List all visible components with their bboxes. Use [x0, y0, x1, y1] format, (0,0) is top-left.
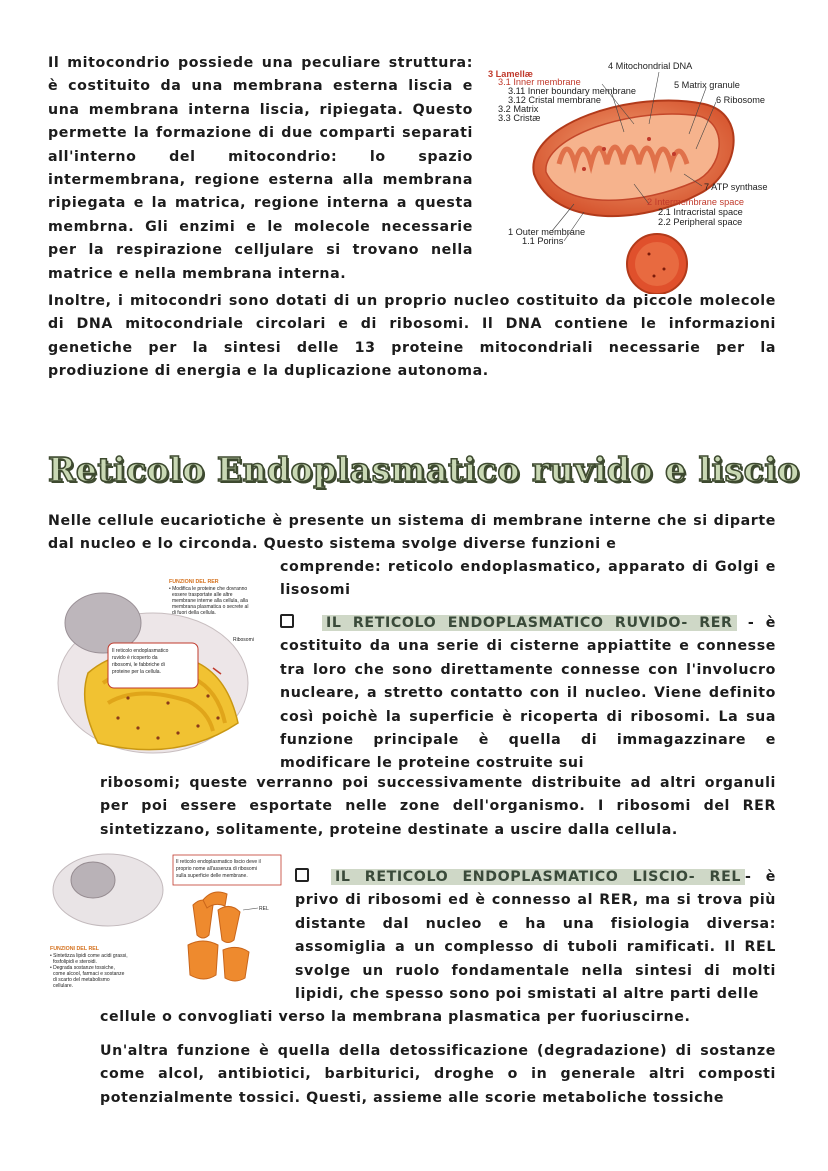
- rer-box-line-4: proteine per la cellula.: [112, 669, 161, 675]
- label-matrix-granule: 5 Matrix granule: [674, 80, 740, 90]
- rer-functions-line-2: essere trasportate alle altre: [172, 592, 233, 598]
- mito-paragraph-2: Inoltre, i mitocondri sono dotati di un proprio nucleo costituito da piccole molecole di DNA mitocondriale circolari e di ribosomi. Il DNA contiene le informazioni genetiche per la sintesi delle 13 proteine mitocondriali necessarie per la prodiuzione di energia e la duplicazione autonoma.: [48, 293, 776, 380]
- rel-paragraph: [295, 866, 776, 1006]
- rel-text-b: cellule o convogliati verso la membrana plasmatica per fuoriuscirne.: [100, 1009, 691, 1025]
- rel-box-line-2: proprio nome all'assenza di ribosomi: [176, 866, 257, 872]
- rel-heading: IL RETICOLO ENDOPLASMATICO LISCIO- REL: [331, 869, 745, 885]
- rel-functions-line-2: fosfolipidi e steroidi.: [53, 959, 97, 965]
- label-intracristal-space: 2.1 Intracristal space: [658, 207, 743, 217]
- mito-paragraph-1: Il mitocondrio possiede una peculiare struttura: è costituito da una membrana esterna liscia e una membrana interna liscia, ripiegata. Questo permette la formazione di due comparti separati all'interno del mitocondrio: lo spazio intermembrana, regione esterna alla membrana ripiegata e la matrica, regione interna a questa membrna. Gli enzimi e le molecole necessarie per la respirazione celljulare si trovano nella matrice e nella membrana interna.: [48, 55, 473, 282]
- rer-text-b: ribosomi; queste verranno poi successivamente distribuite ad altri organuli per poi essere esportate nelle zone dell'organismo. I ribosomi del RER sintetizzano, solitamente, proteine destinate a uscire dalla cellula.: [100, 775, 776, 838]
- label-lamellae: 3 Lamellæ: [488, 69, 533, 79]
- rer-box-line-3: ribosomi, le fabbriche di: [112, 662, 165, 668]
- rer-functions-line-5: di fuori della cellula.: [172, 610, 216, 616]
- rer-functions-line-1: • Modifica le proteine che dovranno: [169, 586, 248, 592]
- rer-box-line-2: ruvido è ricoperto da: [112, 655, 158, 661]
- rer-figure: [48, 578, 278, 763]
- rel-functions-line-1: • Sintetizza lipidi come acidi grassi,: [50, 953, 128, 959]
- detox-paragraph: Un'altra funzione è quella della detossificazione (degradazione) di sostanze come alcol, antibiotici, barbiturici, droghe o in generale altri composti potenzialmente tossici. Questi, assieme alle scorie metaboliche tossiche: [100, 1043, 776, 1106]
- rer-box-line-1: Il reticolo endoplasmatico: [112, 648, 169, 654]
- rer-ribosomi-label: Ribosomi: [233, 637, 254, 643]
- label-cristae: 3.3 Cristæ: [498, 113, 541, 123]
- label-matrix: 3.2 Matrix: [498, 104, 539, 114]
- rel-text-a: - è privo di ribosomi ed è connesso al RER, ma si trova più distante dal nucleo e ha una fisiologia diversa: assomiglia a un complesso di tuboli ramificati. Il REL svolge un ruolo fondamentale nella sintesi di molti lipidi, che spesso sono poi smistati al altre parti delle: [295, 869, 776, 1003]
- rel-box-line-1: Il reticolo endoplasmatico liscio deve il: [176, 859, 261, 865]
- label-inner-membrane: 3.1 Inner membrane: [498, 77, 581, 87]
- rel-figure: [48, 850, 293, 1005]
- rer-paragraph: [280, 612, 776, 776]
- label-ribosome: 6 Ribosome: [716, 95, 766, 105]
- rer-heading: IL RETICOLO ENDOPLASMATICO RUVIDO- RER: [322, 615, 737, 631]
- label-porins: 1.1 Porins: [522, 236, 564, 246]
- rel-functions-line-3: • Degrada sostanze tossiche,: [50, 965, 115, 971]
- rer-functions-heading: FUNZIONI DEL RER: [169, 579, 219, 585]
- rel-functions-line-6: cellulare.: [53, 983, 74, 989]
- checkbox-icon: [295, 868, 309, 882]
- mitochondrion-diagram: [484, 54, 784, 294]
- er-intro-a: Nelle cellule eucariotiche è presente un sistema di membrane interne che si diparte dal nucleo e lo circonda. Questo sistema svolge diverse funzioni e: [48, 513, 776, 553]
- rel-box-line-3: sulla superficie delle membrane.: [176, 873, 248, 879]
- label-cristal-membrane: 3.12 Cristal membrane: [508, 95, 601, 105]
- rel-label: REL: [259, 906, 269, 912]
- label-atp-synthase: 7 ATP synthase: [704, 182, 768, 192]
- label-mitochondrial-dna: 4 Mitochondrial DNA: [608, 61, 693, 71]
- checkbox-icon: [280, 614, 294, 628]
- rel-functions-heading: FUNZIONI DEL REL: [50, 946, 100, 952]
- er-intro-b: comprende: reticolo endoplasmatico, apparato di Golgi e lisosomi: [280, 559, 776, 599]
- label-intermembrane-space: 2 Intermembrane space: [647, 197, 745, 207]
- section-title: Reticolo Endoplasmatico ruvido e liscio: [48, 450, 800, 489]
- label-peripheral-space: 2.2 Peripheral space: [658, 217, 743, 227]
- rer-functions-line-3: membrane interne alla cellula, alla: [172, 598, 248, 604]
- rer-text-a: - è costituito da una serie di cisterne appiattite e connesse tra loro che sono direttamente connesse con l'involucro nucleare, a stretto contatto con il nucleo. Viene definito così poichè la superficie è ricoperta di ribosomi. La sua funzione principale è quella di immagazzinare e modificare le proteine costruite sui: [280, 615, 776, 772]
- rel-functions-line-4: come alcool, farmaci e sostanze: [53, 971, 125, 977]
- label-inner-boundary-membrane: 3.11 Inner boundary membrane: [508, 86, 637, 96]
- rer-functions-line-4: membrana plasmatica o secrete al: [172, 604, 249, 610]
- rel-functions-line-5: di scarto del metabolismo: [53, 977, 110, 983]
- label-outer-membrane: 1 Outer membrane: [508, 227, 586, 237]
